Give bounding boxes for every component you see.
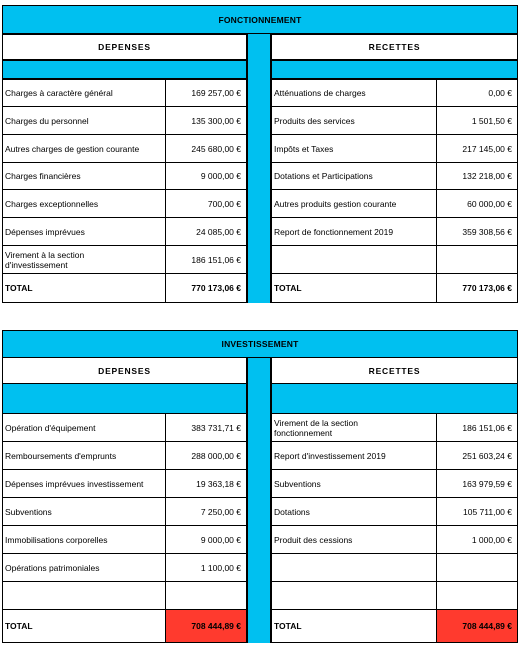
- total-label: TOTAL: [2, 609, 166, 643]
- recette-label: Produit des cessions: [271, 525, 437, 554]
- depense-label: Subventions: [2, 497, 166, 526]
- recette-value: 163 979,59 €: [436, 469, 518, 498]
- depenses-header: DEPENSES: [2, 357, 247, 384]
- fonctionnement-header-row: [2, 34, 518, 60]
- depense-value: 245 680,00 €: [165, 134, 247, 163]
- depense-label: Opération d'équipement: [2, 413, 166, 442]
- depense-value: 9 000,00 €: [165, 162, 247, 190]
- recette-value: 60 000,00 €: [436, 189, 518, 218]
- depense-value: 383 731,71 €: [165, 413, 247, 442]
- depense-value: 700,00 €: [165, 189, 247, 218]
- recette-label: Dotations: [271, 497, 437, 526]
- depense-label: Immobilisations corporelles: [2, 525, 166, 554]
- depense-value: 186 151,06 €: [165, 245, 247, 274]
- recette-value: 132 218,00 €: [436, 162, 518, 190]
- table-row: [2, 525, 518, 554]
- depenses-header: DEPENSES: [2, 34, 247, 60]
- recette-value: 359 308,56 €: [436, 217, 518, 246]
- recette-value: [436, 245, 518, 274]
- total-value: 770 173,06 €: [436, 273, 518, 303]
- recette-value: 1 501,50 €: [436, 106, 518, 135]
- recettes-header: RECETTES: [271, 357, 518, 384]
- total-label: TOTAL: [2, 273, 166, 303]
- recette-label: Produits des services: [271, 106, 437, 135]
- recette-value: [436, 553, 518, 582]
- depense-label: Dépenses imprévues investissement: [2, 469, 166, 498]
- recette-value: 0,00 €: [436, 79, 518, 107]
- depense-label: Virement à la section d'investissement: [2, 245, 166, 274]
- depense-label: [2, 581, 166, 610]
- table-row: [2, 413, 518, 442]
- table-row: [2, 106, 518, 135]
- total-value: 770 173,06 €: [165, 273, 247, 303]
- table-row: [2, 162, 518, 190]
- recette-label: Subventions: [271, 469, 437, 498]
- total-label: TOTAL: [271, 273, 437, 303]
- blue-band-left: [2, 383, 247, 414]
- depense-label: Remboursements d'emprunts: [2, 441, 166, 470]
- recette-value: 217 145,00 €: [436, 134, 518, 163]
- recettes-header: RECETTES: [271, 34, 518, 60]
- recette-label: [271, 553, 437, 582]
- depense-value: 24 085,00 €: [165, 217, 247, 246]
- table-row: [2, 217, 518, 246]
- depense-label: Charges exceptionnelles: [2, 189, 166, 218]
- fonctionnement-table: [2, 5, 518, 303]
- section-title: INVESTISSEMENT: [2, 330, 518, 358]
- investissement-title-row: [2, 330, 518, 358]
- table-row: [2, 134, 518, 163]
- recette-label: [271, 245, 437, 274]
- recette-label: Autres produits gestion courante: [271, 189, 437, 218]
- section-title: FONCTIONNEMENT: [2, 5, 518, 34]
- recette-label: [271, 581, 437, 610]
- depense-label: Opérations patrimoniales: [2, 553, 166, 582]
- depense-label: Dépenses imprévues: [2, 217, 166, 246]
- depense-label: Charges du personnel: [2, 106, 166, 135]
- table-row: [2, 497, 518, 526]
- blue-band-right: [271, 60, 518, 79]
- recette-label: Atténuations de charges: [271, 79, 437, 107]
- total-value-highlighted: 708 444,89 €: [436, 609, 518, 643]
- recette-label: Dotations et Participations: [271, 162, 437, 190]
- recette-label: Impôts et Taxes: [271, 134, 437, 163]
- table-row: [2, 553, 518, 582]
- depense-label: Charges à caractère général: [2, 79, 166, 107]
- depense-label: Charges financières: [2, 162, 166, 190]
- recette-label: Virement de la section fonctionnement: [271, 413, 437, 442]
- table-row: [2, 581, 518, 610]
- total-row: [2, 609, 518, 643]
- total-label: TOTAL: [271, 609, 437, 643]
- depense-label: Autres charges de gestion courante: [2, 134, 166, 163]
- table-row: [2, 245, 518, 274]
- recette-value: 105 711,00 €: [436, 497, 518, 526]
- fonctionnement-blue-band: [2, 60, 518, 79]
- depense-value: 169 257,00 €: [165, 79, 247, 107]
- blue-band-left: [2, 60, 247, 79]
- recette-value: 186 151,06 €: [436, 413, 518, 442]
- recette-value: [436, 581, 518, 610]
- table-row: [2, 79, 518, 107]
- depense-value: 7 250,00 €: [165, 497, 247, 526]
- blue-band-right: [271, 383, 518, 414]
- recette-value: 251 603,24 €: [436, 441, 518, 470]
- depense-value: 135 300,00 €: [165, 106, 247, 135]
- recette-label: Report de fonctionnement 2019: [271, 217, 437, 246]
- depense-value: 288 000,00 €: [165, 441, 247, 470]
- recette-value: 1 000,00 €: [436, 525, 518, 554]
- investissement-table: [2, 330, 518, 643]
- depense-value: 9 000,00 €: [165, 525, 247, 554]
- fonctionnement-title-row: [2, 5, 518, 34]
- depense-value: 1 100,00 €: [165, 553, 247, 582]
- table-row: [2, 441, 518, 470]
- depense-value: 19 363,18 €: [165, 469, 247, 498]
- depense-value: [165, 581, 247, 610]
- table-row: [2, 469, 518, 498]
- total-value-highlighted: 708 444,89 €: [165, 609, 247, 643]
- investissement-blue-band: [2, 383, 518, 414]
- table-row: [2, 189, 518, 218]
- investissement-header-row: [2, 357, 518, 384]
- recette-label: Report d'investissement 2019: [271, 441, 437, 470]
- total-row: [2, 273, 518, 303]
